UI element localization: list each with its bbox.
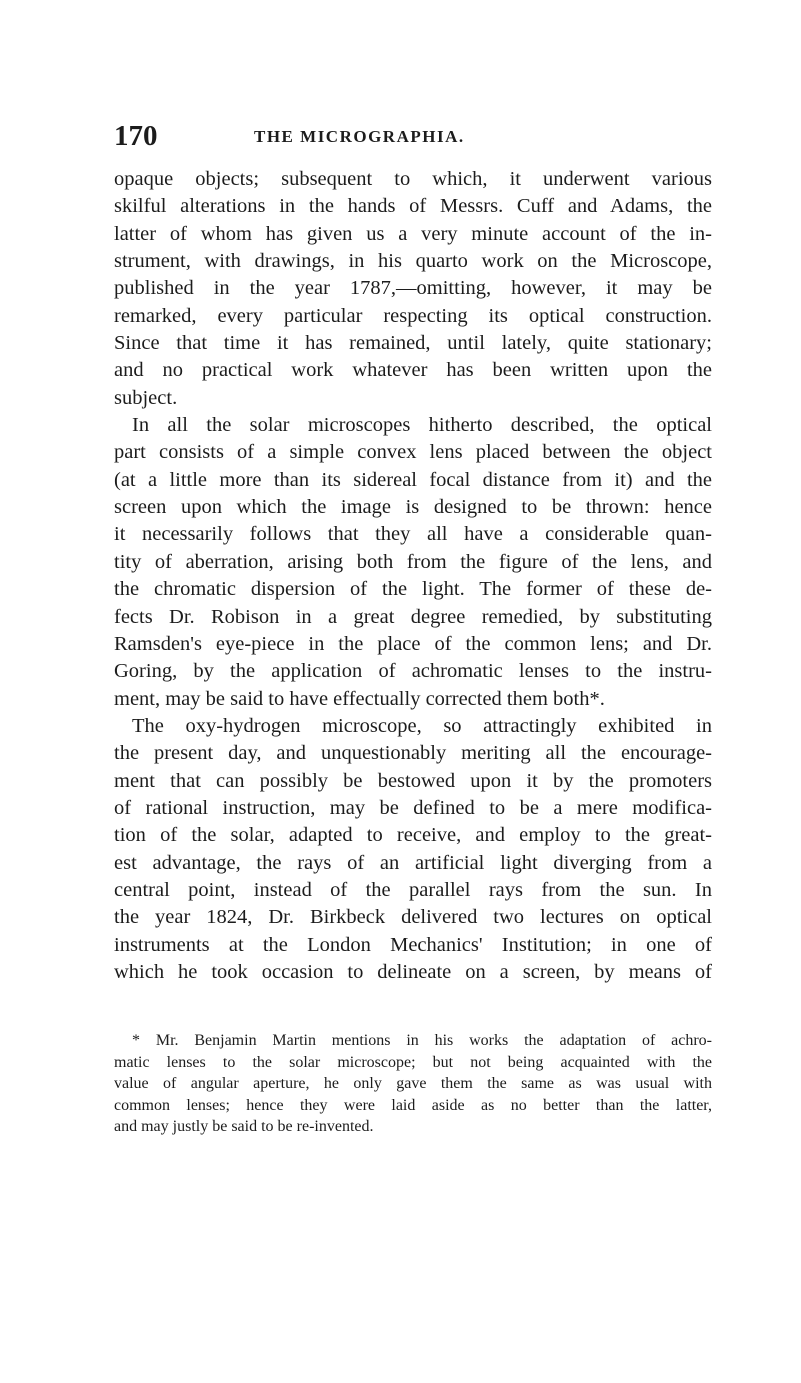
footnote-line: matic lenses to the solar microscope; but not being acquainted with the: [114, 1053, 712, 1071]
text-line: the chromatic dispersion of the light. The former of these de-: [114, 578, 712, 601]
text-line: Goring, by the application of achromatic lenses to the instru-: [114, 660, 712, 683]
text-line: strument, with drawings, in his quarto work on the Microscope,: [114, 250, 712, 273]
text-line: latter of whom has given us a very minute account of the in-: [114, 222, 712, 245]
text-line: tion of the solar, adapted to receive, and employ to the great-: [114, 824, 712, 847]
text-line: opaque objects; subsequent to which, it underwent various: [114, 168, 712, 190]
text-line: skilful alterations in the hands of Messrs. Cuff and Adams, the: [114, 195, 712, 218]
text-line: the present day, and unquestionably meriting all the encourage-: [114, 742, 712, 765]
text-line: published in the year 1787,—omitting, however, it may be: [114, 277, 712, 300]
text-line: Ramsden's eye-piece in the place of the common lens; and Dr.: [114, 632, 712, 655]
text-line: of rational instruction, may be defined to be a mere modifica-: [114, 796, 712, 819]
text-line: Since that time it has remained, until lately, quite stationary;: [114, 332, 712, 355]
text-line: part consists of a simple convex lens placed between the object: [114, 441, 712, 464]
text-line: subject.: [114, 386, 178, 409]
text-line: the year 1824, Dr. Birkbeck delivered two lectures on optical: [114, 906, 712, 929]
footnote: [114, 1030, 712, 1138]
running-title: THE MICROGRAPHIA.: [254, 127, 465, 146]
text-line: central point, instead of the parallel rays from the sun. In: [114, 878, 712, 901]
text-line: it necessarily follows that they all have a considerable quan-: [114, 523, 712, 546]
text-line: In all the solar microscopes hitherto described, the optical: [132, 414, 712, 437]
footnote-line: value of angular aperture, he only gave them the same as was usual with: [114, 1075, 712, 1093]
footnote-line: common lenses; hence they were laid aside as no better than the latter,: [114, 1096, 712, 1114]
page-header: [114, 118, 710, 154]
text-line: tity of aberration, arising both from the figure of the lens, and: [114, 550, 712, 573]
footnote-line: * Mr. Benjamin Martin mentions in his works the adaptation of achro-: [132, 1032, 712, 1049]
text-line: which he took occasion to delineate on a screen, by means of: [114, 960, 712, 983]
text-line: fects Dr. Robison in a great degree remedied, by substituting: [114, 605, 712, 628]
text-line: instruments at the London Mechanics' Institution; in one of: [114, 933, 712, 956]
footnote-line: and may justly be said to be re-invented.: [114, 1118, 374, 1136]
text-line: and no practical work whatever has been written upon the: [114, 359, 712, 382]
text-line: screen upon which the image is designed to be thrown: hence: [114, 496, 712, 519]
body-text: [114, 166, 712, 986]
text-line: (at a little more than its sidereal focal distance from it) and the: [114, 468, 712, 491]
text-line: The oxy-hydrogen microscope, so attractingly exhibited in: [132, 714, 712, 737]
text-line: remarked, every particular respecting its optical construction.: [114, 304, 712, 327]
page-number: 170: [114, 120, 158, 152]
text-line: ment that can possibly be bestowed upon it by the promoters: [114, 769, 712, 792]
text-line: est advantage, the rays of an artificial light diverging from a: [114, 851, 712, 874]
text-line: ment, may be said to have effectually corrected them both*.: [114, 687, 605, 710]
